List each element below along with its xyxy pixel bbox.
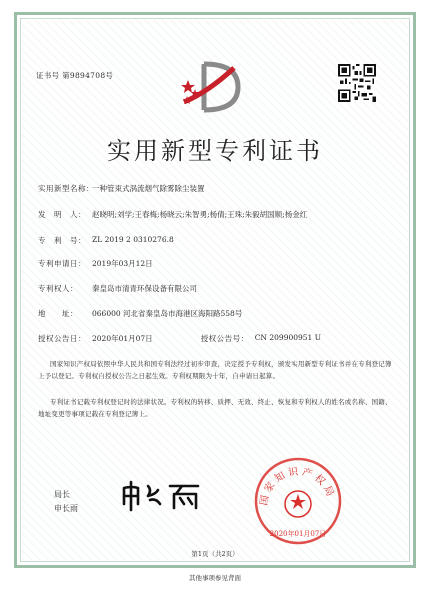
field-inventors: 发 明 人： 赵晓明;刘学;王春梅;杨晓云;朱智勇;杨倩;王珠;朱毅胡国顺;杨金红 bbox=[38, 210, 308, 219]
svg-text:国家知识产权局: 国家知识产权局 bbox=[258, 466, 337, 507]
field-address: 地 址： 066000 河北省秦皇岛市海港区海阳路558号 bbox=[38, 309, 243, 318]
qr-code-icon bbox=[338, 64, 376, 102]
certificate-title: 实用新型专利证书 bbox=[107, 137, 323, 165]
field-patent-number: 专 利 号： ZL 2019 2 0310276.8 bbox=[38, 235, 174, 245]
director-block bbox=[54, 488, 78, 516]
legal-statement-paragraph: 国家知识产权局依照中华人民共和国专利法经过初步审查，决定授予专利权，颁发实用新型专利证书并在专利登记簿上予以登记。专利权自授权公告之日起生效。专利权期限为十年，自申请日起算。 bbox=[38, 360, 392, 380]
director-signature-icon bbox=[118, 478, 204, 512]
footer-note: 其他事项参见背面 bbox=[189, 574, 241, 582]
field-application-date: 专利申请日： 2019年03月12日 bbox=[38, 259, 153, 268]
certificate-number: 证书号 第9894708号 bbox=[36, 71, 114, 80]
official-seal-icon bbox=[253, 456, 343, 546]
field-patentee: 专利权人： 秦皇岛市清青环保设备有限公司 bbox=[38, 284, 197, 293]
page-indicator: 第1页（共2页） bbox=[191, 550, 239, 558]
field-utility-model-name: 实用新型名称： 一种管束式涡流烟气除雾除尘装置 bbox=[38, 184, 205, 193]
svg-text:2020年01月07日: 2020年01月07日 bbox=[269, 530, 327, 538]
cnipa-logo-icon bbox=[178, 58, 244, 116]
field-grant-date: 授权公告日： 2020年01月07日 授权公告号： CN 209900951 U bbox=[38, 333, 322, 343]
legal-statement-paragraph: 专利证书记载专利权登记时的法律状况。专利权的转移、质押、无效、终止、恢复和专利权人的姓名或名称、国籍、地址变更等事项记载在专利登记簿上。 bbox=[38, 398, 392, 418]
director-title: 局长 bbox=[54, 490, 70, 499]
director-name: 申长雨 bbox=[54, 504, 78, 513]
